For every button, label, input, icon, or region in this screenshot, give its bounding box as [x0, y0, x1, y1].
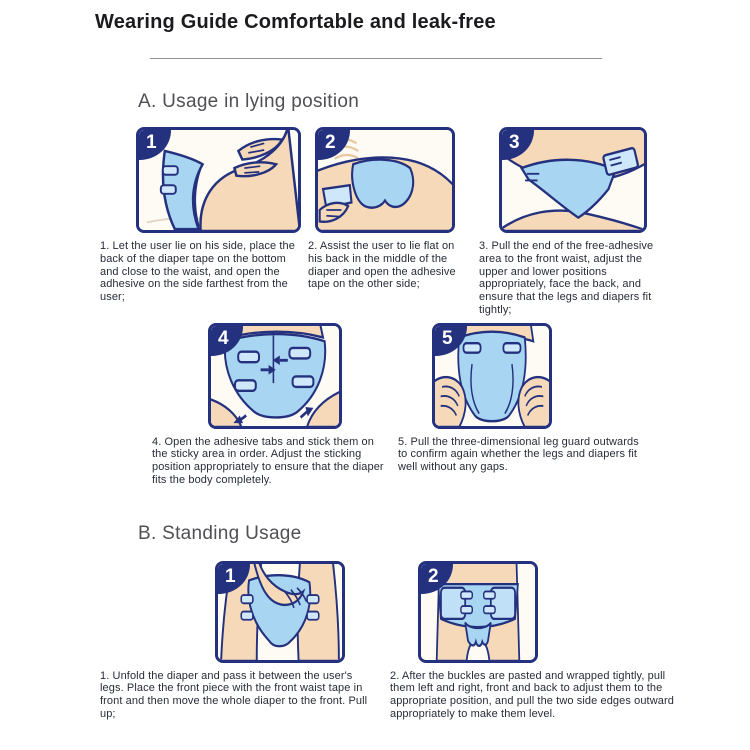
step-b1-figure — [215, 561, 345, 663]
step-a5-caption: 5. Pull the three-dimensional leg guard outwards to confirm again whether the legs and diapers fit well without any gaps. — [398, 435, 639, 473]
step-number: 1 — [225, 565, 236, 587]
step-a3-figure — [499, 127, 647, 233]
section-a-title: A. Usage in lying position — [138, 91, 360, 112]
header-divider — [150, 58, 602, 59]
step-a5-figure — [432, 323, 552, 429]
page-header — [0, 0, 750, 46]
section-a-row-2 — [152, 323, 750, 487]
step-a2-figure — [315, 127, 455, 233]
step-b2 — [390, 561, 678, 721]
step-a3-caption: 3. Pull the end of the free-adhesive area to the front waist, adjust the upper and lower positions appropriately, face the back, and ensure that the legs and diapers fit tightly; — [479, 240, 654, 316]
page-title: Wearing Guide Comfortable and leak-free — [95, 11, 496, 33]
step-number: 1 — [146, 132, 157, 153]
step-a1-figure — [136, 127, 301, 233]
section-b-title: B. Standing Usage — [138, 522, 302, 544]
step-a2-caption: 2. Assist the user to lie flat on his back in the middle of the diaper and open the adhesive tape on the other side; — [308, 240, 456, 291]
step-a2 — [308, 127, 466, 291]
step-a4 — [152, 323, 392, 487]
step-b1 — [100, 561, 378, 721]
step-a5 — [398, 323, 640, 474]
step-a3 — [479, 127, 669, 317]
step-a4-caption: 4. Open the adhesive tabs and stick them on the sticky area in order. Adjust the sticking position appropriately to ensure that the diaper fits the body completely. — [152, 435, 384, 486]
step-number: 3 — [509, 132, 520, 153]
section-a-row-1 — [100, 127, 750, 317]
section-b-row — [100, 561, 750, 721]
step-number: 5 — [442, 327, 453, 349]
step-a4-figure — [208, 323, 342, 429]
step-b2-figure — [418, 561, 538, 663]
step-number: 2 — [428, 565, 439, 587]
step-b1-caption: 1. Unfold the diaper and pass it between the user's legs. Place the front piece with the front waist tape in front and then move the whole diaper to the front. Pull up; — [100, 669, 368, 720]
step-a1-caption: 1. Let the user lie on his side, place the back of the diaper tape on the bottom and close to the waist, and open the adhesive on the side farthest from the user; — [100, 240, 295, 303]
step-a1 — [100, 127, 305, 304]
step-b2-caption: 2. After the buckles are pasted and wrapped tightly, pull them left and right, front and back to adjust them to the appropriate position, and pull the two side edges outward appropriately to make them level. — [390, 669, 674, 720]
step-number: 2 — [325, 132, 336, 153]
step-number: 4 — [218, 327, 229, 349]
